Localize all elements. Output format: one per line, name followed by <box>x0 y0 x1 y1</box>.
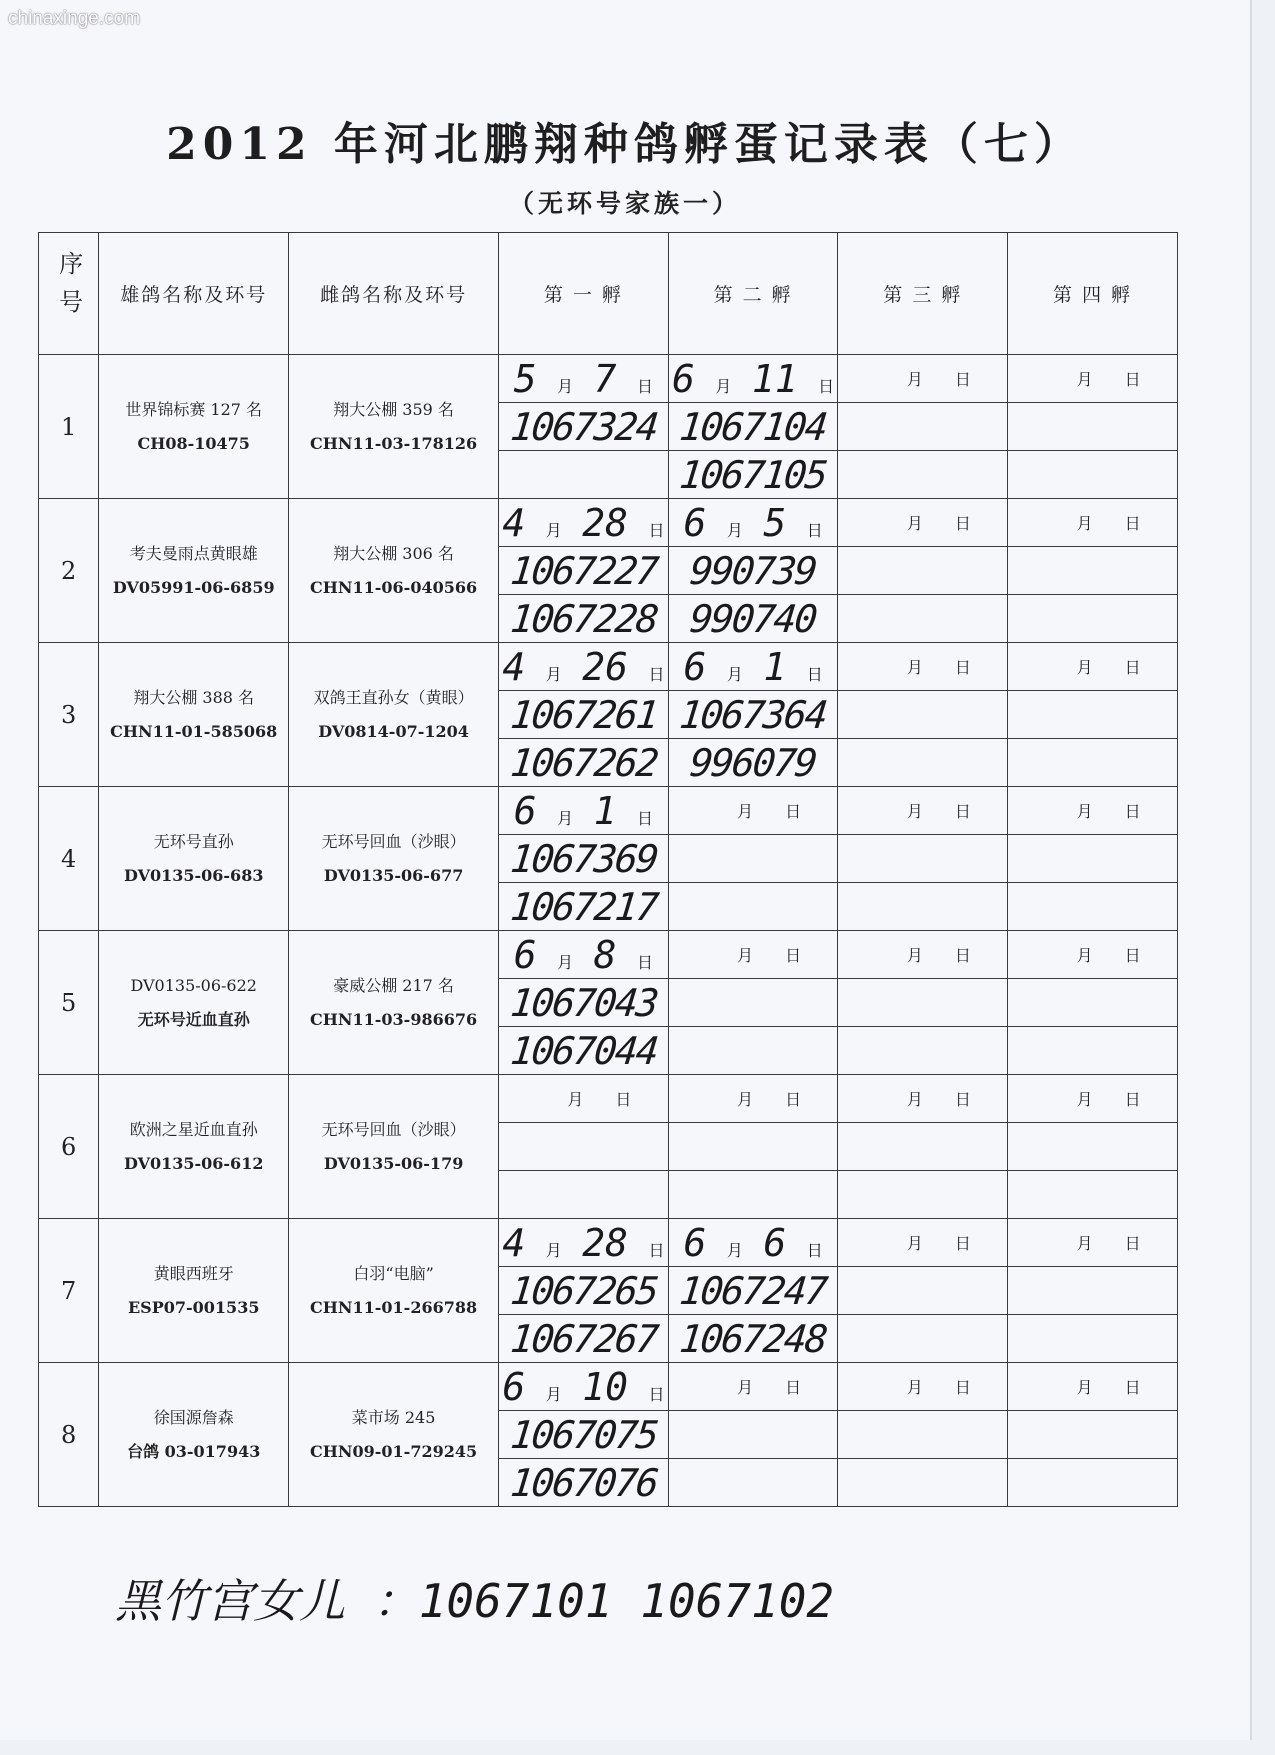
month-label: 月 <box>545 520 562 540</box>
empty-date-h3 <box>838 787 1008 835</box>
empty-date-h3 <box>838 1363 1008 1411</box>
female-name: 菜市场 245 <box>351 1407 436 1427</box>
empty-egg-cell <box>838 451 1008 499</box>
egg-ring-number: 990739 <box>666 547 841 595</box>
table-row <box>39 1075 1178 1123</box>
male-ring: CH08-10475 <box>137 433 250 453</box>
table-row <box>39 787 1178 835</box>
day-label: 日 <box>648 520 665 540</box>
egg-ring-number: 1067044 <box>496 1027 671 1075</box>
egg-ring-number: 1067261 <box>496 691 671 739</box>
hatch-date-h1 <box>499 1363 669 1411</box>
header-female: 雌鸽名称及环号 <box>289 233 499 355</box>
female-ring: CHN09-01-729245 <box>310 1441 478 1461</box>
empty-date-h4 <box>1008 1219 1178 1267</box>
header-seq: 序号 <box>39 233 99 355</box>
empty-date-h2 <box>668 1363 838 1411</box>
row-seq: 3 <box>39 643 99 787</box>
hatch-day-value: 28 <box>582 1220 628 1265</box>
row-seq: 7 <box>39 1219 99 1363</box>
month-label: 月 <box>1076 802 1093 821</box>
egg-ring-number: 1067262 <box>496 739 671 787</box>
empty-date-h2 <box>668 1075 838 1123</box>
hatch-month-value: 5 <box>513 356 537 401</box>
month-label: 月 <box>906 514 923 533</box>
hatch-month-value: 6 <box>672 356 695 401</box>
header-hatch-4: 第 四 孵 <box>1008 233 1178 355</box>
table-row <box>39 931 1178 979</box>
female-cell <box>289 1075 499 1219</box>
male-name: 翔大公棚 388 名 <box>133 687 255 707</box>
hatch-date-h1 <box>499 931 669 979</box>
female-ring: CHN11-06-040566 <box>310 577 478 597</box>
male-name: DV0135-06-622 <box>130 975 257 995</box>
female-ring: CHN11-01-266788 <box>310 1297 478 1317</box>
empty-egg-cell <box>838 1123 1008 1171</box>
empty-date-h4 <box>1008 1075 1178 1123</box>
female-ring: DV0135-06-179 <box>323 1153 464 1173</box>
site-watermark: chinaxinge.com <box>8 8 141 29</box>
day-label: 日 <box>1124 658 1141 677</box>
month-label: 月 <box>726 664 743 684</box>
month-label: 月 <box>906 1090 923 1109</box>
day-label: 日 <box>637 952 654 972</box>
month-label: 月 <box>737 946 754 965</box>
empty-egg-cell <box>838 1171 1008 1219</box>
hatch-month-value: 6 <box>683 500 707 545</box>
female-cell <box>289 355 499 499</box>
empty-date-h2 <box>668 787 838 835</box>
header-hatch-2: 第 二 孵 <box>668 233 838 355</box>
hatch-day-value: 8 <box>593 932 617 977</box>
day-label: 日 <box>954 514 971 533</box>
egg-ring-number: 1067324 <box>496 403 671 451</box>
male-name: 无环号直孙 <box>153 831 234 851</box>
female-cell <box>289 1363 499 1507</box>
hatch-day-value: 1 <box>763 644 787 689</box>
hatch-date-h1 <box>499 355 669 403</box>
hatch-month-value: 4 <box>502 500 526 545</box>
row-seq: 8 <box>39 1363 99 1507</box>
row-seq: 4 <box>39 787 99 931</box>
empty-egg-cell <box>838 1411 1008 1459</box>
empty-date-h4 <box>1008 355 1178 403</box>
month-label: 月 <box>545 1240 562 1260</box>
hatch-date-h2 <box>668 355 838 403</box>
day-label: 日 <box>806 1240 823 1260</box>
month-label: 月 <box>567 1090 584 1109</box>
egg-ring-number: 1067227 <box>496 547 671 595</box>
table-row <box>39 1363 1178 1411</box>
record-rows <box>39 355 1178 1507</box>
day-label: 日 <box>954 1378 971 1397</box>
hatch-date-h2 <box>668 499 838 547</box>
male-cell <box>99 1363 289 1507</box>
egg-ring-number: 1067364 <box>666 691 841 739</box>
month-label: 月 <box>1076 1378 1093 1397</box>
empty-egg-cell <box>838 595 1008 643</box>
empty-egg-cell <box>1008 1027 1178 1075</box>
empty-date-h3 <box>838 1075 1008 1123</box>
male-name: 考夫曼雨点黄眼雄 <box>129 543 258 563</box>
day-label: 日 <box>954 370 971 389</box>
row-seq: 2 <box>39 499 99 643</box>
egg-ring-number: 1067228 <box>496 595 671 643</box>
empty-egg-cell <box>838 883 1008 931</box>
egg-ring-number: 1067248 <box>666 1315 841 1363</box>
month-label: 月 <box>545 664 562 684</box>
empty-date-h4 <box>1008 1363 1178 1411</box>
hatch-date-h1 <box>499 1219 669 1267</box>
empty-egg-cell <box>1008 739 1178 787</box>
month-label: 月 <box>1076 1234 1093 1253</box>
empty-date-h3 <box>838 931 1008 979</box>
month-label: 月 <box>1076 370 1093 389</box>
empty-egg-cell <box>1008 979 1178 1027</box>
male-name: 徐国源詹森 <box>153 1407 234 1427</box>
hatch-month-value: 6 <box>502 1364 526 1409</box>
empty-egg-cell <box>1008 1411 1178 1459</box>
empty-egg-cell <box>668 979 838 1027</box>
hatch-day-value: 10 <box>582 1364 628 1409</box>
hatch-date-h1 <box>499 787 669 835</box>
male-cell <box>99 643 289 787</box>
hatch-month-value: 6 <box>513 932 537 977</box>
female-name: 豪威公棚 217 名 <box>333 975 454 995</box>
table-row <box>39 355 1178 403</box>
female-name: 无环号回血（沙眼） <box>321 1119 466 1139</box>
day-label: 日 <box>1124 802 1141 821</box>
day-label: 日 <box>954 1090 971 1109</box>
hatch-day-value: 7 <box>593 356 617 401</box>
empty-date-h2 <box>668 931 838 979</box>
day-label: 日 <box>1124 514 1141 533</box>
egg-ring-number: 1067104 <box>666 403 841 451</box>
month-label: 月 <box>906 802 923 821</box>
empty-egg-cell <box>1008 1171 1178 1219</box>
header-hatch-1: 第 一 孵 <box>499 233 669 355</box>
hatch-month-value: 6 <box>513 788 537 833</box>
empty-egg-cell <box>838 835 1008 883</box>
empty-egg-cell <box>668 1123 838 1171</box>
row-seq: 5 <box>39 931 99 1075</box>
male-cell <box>99 499 289 643</box>
day-label: 日 <box>1124 946 1141 965</box>
month-label: 月 <box>1076 946 1093 965</box>
male-ring: 台鸽 03-017943 <box>127 1441 261 1461</box>
hatch-month-value: 6 <box>683 1220 707 1265</box>
empty-egg-cell <box>1008 547 1178 595</box>
empty-egg-cell <box>838 691 1008 739</box>
month-label: 月 <box>906 1234 923 1253</box>
month-label: 月 <box>545 1384 562 1404</box>
egg-ring-number: 1067369 <box>496 835 671 883</box>
day-label: 日 <box>785 802 802 821</box>
empty-egg-cell <box>499 1123 669 1171</box>
egg-ring-number: 1067267 <box>496 1315 671 1363</box>
month-label: 月 <box>557 376 574 396</box>
empty-egg-cell <box>838 1267 1008 1315</box>
day-label: 日 <box>637 808 654 828</box>
egg-ring-number: 1067043 <box>496 979 671 1027</box>
female-ring: CHN11-03-178126 <box>310 433 478 453</box>
hatch-day-value: 26 <box>582 644 628 689</box>
empty-egg-cell <box>1008 691 1178 739</box>
male-cell <box>99 355 289 499</box>
empty-egg-cell <box>1008 451 1178 499</box>
header-hatch-3: 第 三 孵 <box>838 233 1008 355</box>
hatch-day-value: 6 <box>763 1220 787 1265</box>
egg-ring-number: 1067105 <box>666 451 841 499</box>
month-label: 月 <box>737 1090 754 1109</box>
day-label: 日 <box>954 1234 971 1253</box>
day-label: 日 <box>1124 1378 1141 1397</box>
day-label: 日 <box>637 376 654 396</box>
female-cell <box>289 1219 499 1363</box>
day-label: 日 <box>806 520 823 540</box>
female-name: 白羽“电脑” <box>353 1263 434 1283</box>
day-label: 日 <box>1124 1090 1141 1109</box>
page-subtitle: （无环号家族一） <box>508 189 741 218</box>
day-label: 日 <box>648 664 665 684</box>
empty-egg-cell <box>499 451 669 499</box>
empty-date-h3 <box>838 1219 1008 1267</box>
female-name: 翔大公棚 359 名 <box>333 399 454 419</box>
empty-egg-cell <box>668 835 838 883</box>
empty-date-h3 <box>838 355 1008 403</box>
female-cell <box>289 931 499 1075</box>
row-seq: 6 <box>39 1075 99 1219</box>
month-label: 月 <box>1076 1090 1093 1109</box>
female-ring: DV0135-06-677 <box>323 865 464 885</box>
empty-egg-cell <box>838 1315 1008 1363</box>
hatch-date-h2 <box>668 1219 838 1267</box>
empty-egg-cell <box>668 1171 838 1219</box>
empty-egg-cell <box>668 1459 838 1507</box>
month-label: 月 <box>726 1240 743 1260</box>
header-row <box>39 233 1178 355</box>
empty-egg-cell <box>668 1411 838 1459</box>
empty-date-h4 <box>1008 643 1178 691</box>
female-name: 无环号回血（沙眼） <box>321 831 466 851</box>
empty-egg-cell <box>1008 835 1178 883</box>
egg-ring-number: 1067217 <box>496 883 671 931</box>
empty-date-h3 <box>838 643 1008 691</box>
egg-ring-number: 996079 <box>666 739 841 787</box>
page-title: 2012 年河北鹏翔种鸽孵蛋记录表（七） <box>166 119 1084 170</box>
day-label: 日 <box>818 376 835 396</box>
month-label: 月 <box>557 808 574 828</box>
hatching-record-table <box>38 232 1178 1507</box>
empty-egg-cell <box>1008 883 1178 931</box>
male-ring: 无环号近血直孙 <box>137 1009 250 1029</box>
hatch-day-value: 11 <box>751 356 798 401</box>
hatch-day-value: 5 <box>763 500 787 545</box>
empty-egg-cell <box>1008 1459 1178 1507</box>
male-name: 世界锦标赛 127 名 <box>125 399 263 419</box>
hatch-day-value: 28 <box>582 500 628 545</box>
month-label: 月 <box>1076 658 1093 677</box>
male-ring: ESP07-001535 <box>127 1297 260 1317</box>
male-ring: DV05991-06-6859 <box>112 577 275 597</box>
empty-egg-cell <box>1008 1267 1178 1315</box>
month-label: 月 <box>906 946 923 965</box>
empty-egg-cell <box>838 547 1008 595</box>
female-cell <box>289 787 499 931</box>
day-label: 日 <box>615 1090 632 1109</box>
day-label: 日 <box>785 1090 802 1109</box>
day-label: 日 <box>1124 1234 1141 1253</box>
empty-egg-cell <box>1008 1315 1178 1363</box>
female-ring: CHN11-03-986676 <box>310 1009 478 1029</box>
male-cell <box>99 787 289 931</box>
empty-egg-cell <box>838 739 1008 787</box>
empty-egg-cell <box>1008 595 1178 643</box>
empty-egg-cell <box>499 1171 669 1219</box>
day-label: 日 <box>785 1378 802 1397</box>
month-label: 月 <box>737 802 754 821</box>
hatch-month-value: 4 <box>502 644 526 689</box>
table-row <box>39 499 1178 547</box>
day-label: 日 <box>648 1240 665 1260</box>
hatch-date-h1 <box>499 643 669 691</box>
month-label: 月 <box>906 1378 923 1397</box>
row-seq: 1 <box>39 355 99 499</box>
egg-ring-number: 1067247 <box>666 1267 841 1315</box>
header-male: 雄鸽名称及环号 <box>99 233 289 355</box>
empty-date-h1 <box>499 1075 669 1123</box>
day-label: 日 <box>806 664 823 684</box>
month-label: 月 <box>726 520 743 540</box>
male-ring: DV0135-06-612 <box>123 1153 264 1173</box>
empty-egg-cell <box>668 883 838 931</box>
male-cell <box>99 931 289 1075</box>
table-row <box>39 1219 1178 1267</box>
hatch-day-value: 1 <box>593 788 617 833</box>
female-name: 双鸽王直孙女（黄眼） <box>313 687 474 707</box>
empty-egg-cell <box>838 1027 1008 1075</box>
hatch-date-h2 <box>668 643 838 691</box>
empty-date-h3 <box>838 499 1008 547</box>
female-cell <box>289 643 499 787</box>
month-label: 月 <box>715 376 732 396</box>
female-name: 翔大公棚 306 名 <box>333 543 454 563</box>
hatch-date-h1 <box>499 499 669 547</box>
male-cell <box>99 1075 289 1219</box>
day-label: 日 <box>648 1384 665 1404</box>
empty-date-h4 <box>1008 787 1178 835</box>
male-ring: CHN11-01-585068 <box>110 721 278 741</box>
month-label: 月 <box>1076 514 1093 533</box>
hatch-month-value: 4 <box>502 1220 526 1265</box>
empty-date-h4 <box>1008 931 1178 979</box>
female-ring: DV0814-07-1204 <box>318 721 469 741</box>
hatch-month-value: 6 <box>683 644 707 689</box>
male-name: 欧洲之星近血直孙 <box>129 1119 258 1139</box>
handwritten-footer-note: 黑竹宫女儿 ：1067101 1067102 <box>115 1574 835 1628</box>
month-label: 月 <box>737 1378 754 1397</box>
female-cell <box>289 499 499 643</box>
male-ring: DV0135-06-683 <box>123 865 264 885</box>
egg-ring-number: 990740 <box>666 595 841 643</box>
day-label: 日 <box>785 946 802 965</box>
day-label: 日 <box>954 658 971 677</box>
empty-egg-cell <box>838 403 1008 451</box>
empty-egg-cell <box>1008 1123 1178 1171</box>
month-label: 月 <box>906 370 923 389</box>
male-name: 黄眼西班牙 <box>153 1263 234 1283</box>
egg-ring-number: 1067265 <box>496 1267 671 1315</box>
day-label: 日 <box>954 946 971 965</box>
empty-egg-cell <box>668 1027 838 1075</box>
month-label: 月 <box>557 952 574 972</box>
egg-ring-number: 1067076 <box>496 1459 671 1507</box>
empty-egg-cell <box>838 979 1008 1027</box>
day-label: 日 <box>1124 370 1141 389</box>
month-label: 月 <box>906 658 923 677</box>
empty-egg-cell <box>1008 403 1178 451</box>
male-cell <box>99 1219 289 1363</box>
empty-date-h4 <box>1008 499 1178 547</box>
day-label: 日 <box>954 802 971 821</box>
egg-ring-number: 1067075 <box>496 1411 671 1459</box>
table-row <box>39 643 1178 691</box>
empty-egg-cell <box>838 1459 1008 1507</box>
